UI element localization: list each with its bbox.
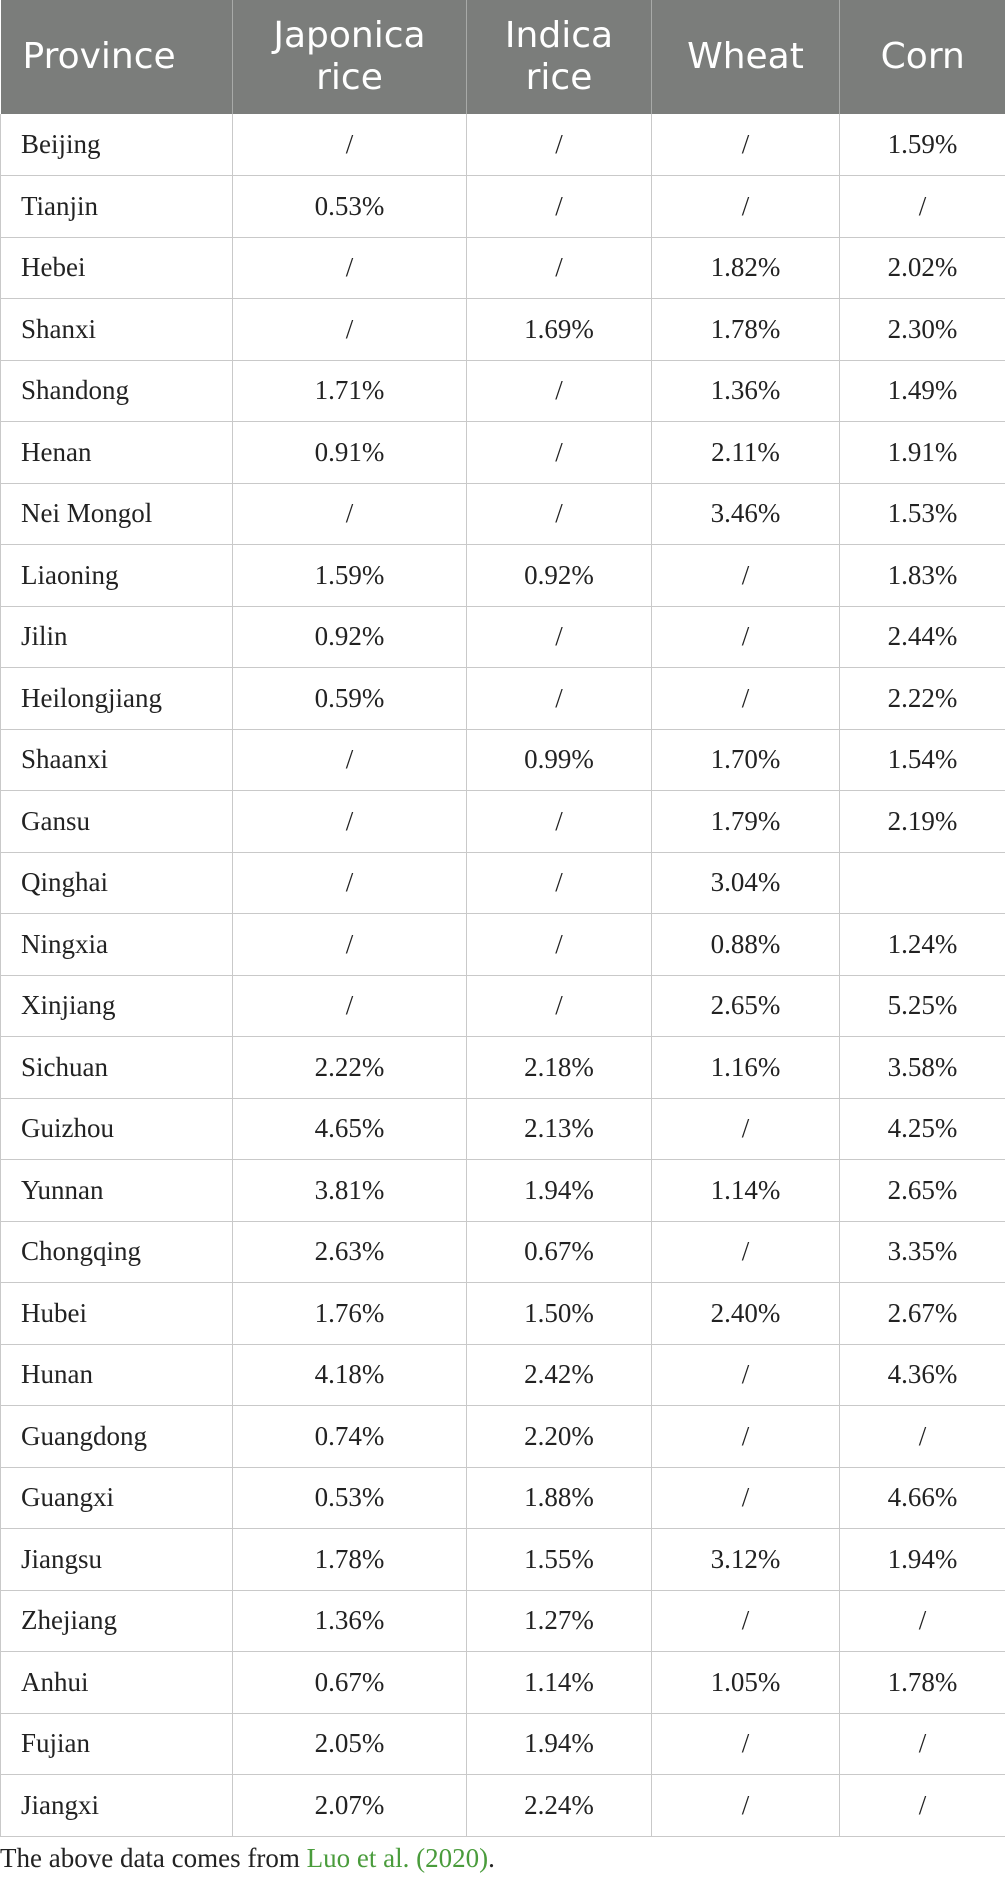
cell-japonica-rice: 1.76% [233, 1283, 467, 1345]
cell-indica-rice: / [467, 237, 652, 299]
cell-wheat: 0.88% [652, 914, 840, 976]
cell-province: Zhejiang [1, 1590, 233, 1652]
cell-corn: 1.83% [840, 545, 1005, 607]
table-row [1, 852, 1005, 914]
header-row [1, 0, 1005, 114]
table-row [1, 422, 1005, 484]
cell-indica-rice: 1.94% [467, 1160, 652, 1222]
cell-wheat: 3.46% [652, 483, 840, 545]
cell-japonica-rice: 1.36% [233, 1590, 467, 1652]
cell-indica-rice: / [467, 114, 652, 176]
cell-wheat: / [652, 1406, 840, 1468]
cell-wheat: 3.04% [652, 852, 840, 914]
table-header [1, 0, 1005, 114]
cell-japonica-rice: / [233, 791, 467, 853]
cell-wheat: 1.36% [652, 360, 840, 422]
cell-japonica-rice: 0.59% [233, 668, 467, 730]
cell-indica-rice: 2.42% [467, 1344, 652, 1406]
cell-japonica-rice: / [233, 483, 467, 545]
cell-indica-rice: 2.13% [467, 1098, 652, 1160]
cell-wheat: 2.65% [652, 975, 840, 1037]
table-row [1, 1098, 1005, 1160]
cell-corn: / [840, 1406, 1005, 1468]
cell-indica-rice: 1.69% [467, 299, 652, 361]
cell-indica-rice: / [467, 483, 652, 545]
cell-japonica-rice: 0.91% [233, 422, 467, 484]
cell-japonica-rice: 2.22% [233, 1037, 467, 1099]
cell-corn: 1.53% [840, 483, 1005, 545]
table-row [1, 1221, 1005, 1283]
table-row [1, 114, 1005, 176]
cell-indica-rice: 2.24% [467, 1775, 652, 1837]
cell-province: Fujian [1, 1713, 233, 1775]
cell-corn: 3.35% [840, 1221, 1005, 1283]
cell-province: Hebei [1, 237, 233, 299]
cell-wheat: / [652, 668, 840, 730]
table-row [1, 729, 1005, 791]
table-row [1, 606, 1005, 668]
cell-province: Ningxia [1, 914, 233, 976]
cell-province: Hubei [1, 1283, 233, 1345]
cell-wheat: 2.11% [652, 422, 840, 484]
cell-indica-rice: / [467, 668, 652, 730]
cell-japonica-rice: / [233, 975, 467, 1037]
cell-province: Beijing [1, 114, 233, 176]
cell-indica-rice: / [467, 606, 652, 668]
table-row [1, 360, 1005, 422]
cell-corn: 2.22% [840, 668, 1005, 730]
header-indica-rice: Indica rice [467, 0, 652, 114]
cell-province: Chongqing [1, 1221, 233, 1283]
table-row [1, 1652, 1005, 1714]
cell-wheat: 1.05% [652, 1652, 840, 1714]
cell-wheat: / [652, 1467, 840, 1529]
cell-province: Jiangxi [1, 1775, 233, 1837]
table-row [1, 1283, 1005, 1345]
table-row [1, 1467, 1005, 1529]
cell-japonica-rice: 2.07% [233, 1775, 467, 1837]
cell-japonica-rice: 0.74% [233, 1406, 467, 1468]
cell-province: Guizhou [1, 1098, 233, 1160]
header-province: Province [1, 0, 233, 114]
cell-wheat: 1.16% [652, 1037, 840, 1099]
cell-japonica-rice: / [233, 299, 467, 361]
table-row [1, 914, 1005, 976]
cell-wheat: / [652, 114, 840, 176]
cell-wheat: / [652, 1221, 840, 1283]
cell-corn: 1.78% [840, 1652, 1005, 1714]
cell-indica-rice: 2.20% [467, 1406, 652, 1468]
footnote-suffix: . [488, 1843, 495, 1873]
cell-japonica-rice: 4.65% [233, 1098, 467, 1160]
cell-indica-rice: 1.14% [467, 1652, 652, 1714]
cell-province: Henan [1, 422, 233, 484]
cell-province: Heilongjiang [1, 668, 233, 730]
cell-indica-rice: 1.94% [467, 1713, 652, 1775]
cell-wheat: 2.40% [652, 1283, 840, 1345]
cell-corn [840, 852, 1005, 914]
table-row [1, 1590, 1005, 1652]
cell-japonica-rice: 2.05% [233, 1713, 467, 1775]
cell-indica-rice: / [467, 852, 652, 914]
cell-wheat: / [652, 1590, 840, 1652]
cell-indica-rice: / [467, 914, 652, 976]
cell-corn: 1.49% [840, 360, 1005, 422]
cell-wheat: / [652, 176, 840, 238]
cell-province: Guangxi [1, 1467, 233, 1529]
cell-japonica-rice: 0.92% [233, 606, 467, 668]
cell-wheat: 1.79% [652, 791, 840, 853]
cell-indica-rice: 1.50% [467, 1283, 652, 1345]
cell-wheat: 1.82% [652, 237, 840, 299]
cell-province: Xinjiang [1, 975, 233, 1037]
cell-japonica-rice: 1.71% [233, 360, 467, 422]
cell-corn: 1.24% [840, 914, 1005, 976]
cell-corn: / [840, 1775, 1005, 1837]
cell-wheat: 1.70% [652, 729, 840, 791]
cell-indica-rice: 1.88% [467, 1467, 652, 1529]
cell-province: Shanxi [1, 299, 233, 361]
cell-corn: 4.66% [840, 1467, 1005, 1529]
cell-province: Qinghai [1, 852, 233, 914]
footnote-prefix: The above data comes from [0, 1843, 307, 1873]
cell-corn: / [840, 1590, 1005, 1652]
cell-wheat: 3.12% [652, 1529, 840, 1591]
table-row [1, 1775, 1005, 1837]
cell-corn: 3.58% [840, 1037, 1005, 1099]
cell-japonica-rice: / [233, 237, 467, 299]
cell-corn: 2.19% [840, 791, 1005, 853]
cell-province: Hunan [1, 1344, 233, 1406]
cell-japonica-rice: / [233, 729, 467, 791]
table-row [1, 1529, 1005, 1591]
table-row [1, 975, 1005, 1037]
cell-indica-rice: / [467, 975, 652, 1037]
cell-corn: 4.36% [840, 1344, 1005, 1406]
cell-wheat: 1.78% [652, 299, 840, 361]
cell-province: Shandong [1, 360, 233, 422]
cell-province: Jiangsu [1, 1529, 233, 1591]
cell-indica-rice: 0.92% [467, 545, 652, 607]
cell-indica-rice: / [467, 791, 652, 853]
table-row [1, 791, 1005, 853]
cell-corn: 2.44% [840, 606, 1005, 668]
cell-corn: 2.02% [840, 237, 1005, 299]
cell-province: Gansu [1, 791, 233, 853]
cell-province: Tianjin [1, 176, 233, 238]
cell-province: Nei Mongol [1, 483, 233, 545]
cell-japonica-rice: / [233, 114, 467, 176]
cell-wheat: / [652, 1344, 840, 1406]
header-wheat: Wheat [652, 0, 840, 114]
table-row [1, 1037, 1005, 1099]
cell-corn: 2.67% [840, 1283, 1005, 1345]
cell-indica-rice: / [467, 360, 652, 422]
cell-japonica-rice: 0.53% [233, 176, 467, 238]
header-japonica-rice: Japonica rice [233, 0, 467, 114]
cell-indica-rice: / [467, 176, 652, 238]
table-row [1, 1160, 1005, 1222]
cell-japonica-rice: 0.67% [233, 1652, 467, 1714]
table-row [1, 1406, 1005, 1468]
cell-province: Yunnan [1, 1160, 233, 1222]
cell-corn: 1.54% [840, 729, 1005, 791]
cell-wheat: / [652, 545, 840, 607]
table-row [1, 483, 1005, 545]
reference-link[interactable]: Luo et al. (2020) [306, 1843, 489, 1873]
cell-province: Anhui [1, 1652, 233, 1714]
cell-corn: 1.94% [840, 1529, 1005, 1591]
cell-indica-rice: 1.27% [467, 1590, 652, 1652]
table-row [1, 237, 1005, 299]
cell-province: Sichuan [1, 1037, 233, 1099]
table-body [1, 114, 1005, 1836]
cell-corn: 5.25% [840, 975, 1005, 1037]
cell-corn: 1.59% [840, 114, 1005, 176]
cell-japonica-rice: 2.63% [233, 1221, 467, 1283]
cell-japonica-rice: / [233, 914, 467, 976]
cell-japonica-rice: 3.81% [233, 1160, 467, 1222]
cell-wheat: / [652, 1713, 840, 1775]
table-row [1, 176, 1005, 238]
table-row [1, 1344, 1005, 1406]
cell-indica-rice: 0.99% [467, 729, 652, 791]
header-corn: Corn [840, 0, 1005, 114]
cell-indica-rice: 1.55% [467, 1529, 652, 1591]
table-row [1, 545, 1005, 607]
footnote [0, 1843, 495, 1874]
cell-province: Shaanxi [1, 729, 233, 791]
table-row [1, 1713, 1005, 1775]
cell-wheat: / [652, 1775, 840, 1837]
cell-province: Guangdong [1, 1406, 233, 1468]
cell-japonica-rice: 4.18% [233, 1344, 467, 1406]
cell-province: Liaoning [1, 545, 233, 607]
cell-indica-rice: / [467, 422, 652, 484]
cell-wheat: / [652, 1098, 840, 1160]
cell-japonica-rice: / [233, 852, 467, 914]
cell-japonica-rice: 0.53% [233, 1467, 467, 1529]
cell-corn: / [840, 176, 1005, 238]
cell-wheat: 1.14% [652, 1160, 840, 1222]
table-row [1, 299, 1005, 361]
cell-corn: / [840, 1713, 1005, 1775]
cell-indica-rice: 2.18% [467, 1037, 652, 1099]
cell-japonica-rice: 1.78% [233, 1529, 467, 1591]
cell-corn: 2.65% [840, 1160, 1005, 1222]
cell-corn: 4.25% [840, 1098, 1005, 1160]
cell-indica-rice: 0.67% [467, 1221, 652, 1283]
table-row [1, 668, 1005, 730]
cell-wheat: / [652, 606, 840, 668]
cell-corn: 1.91% [840, 422, 1005, 484]
cell-japonica-rice: 1.59% [233, 545, 467, 607]
cell-corn: 2.30% [840, 299, 1005, 361]
cell-province: Jilin [1, 606, 233, 668]
